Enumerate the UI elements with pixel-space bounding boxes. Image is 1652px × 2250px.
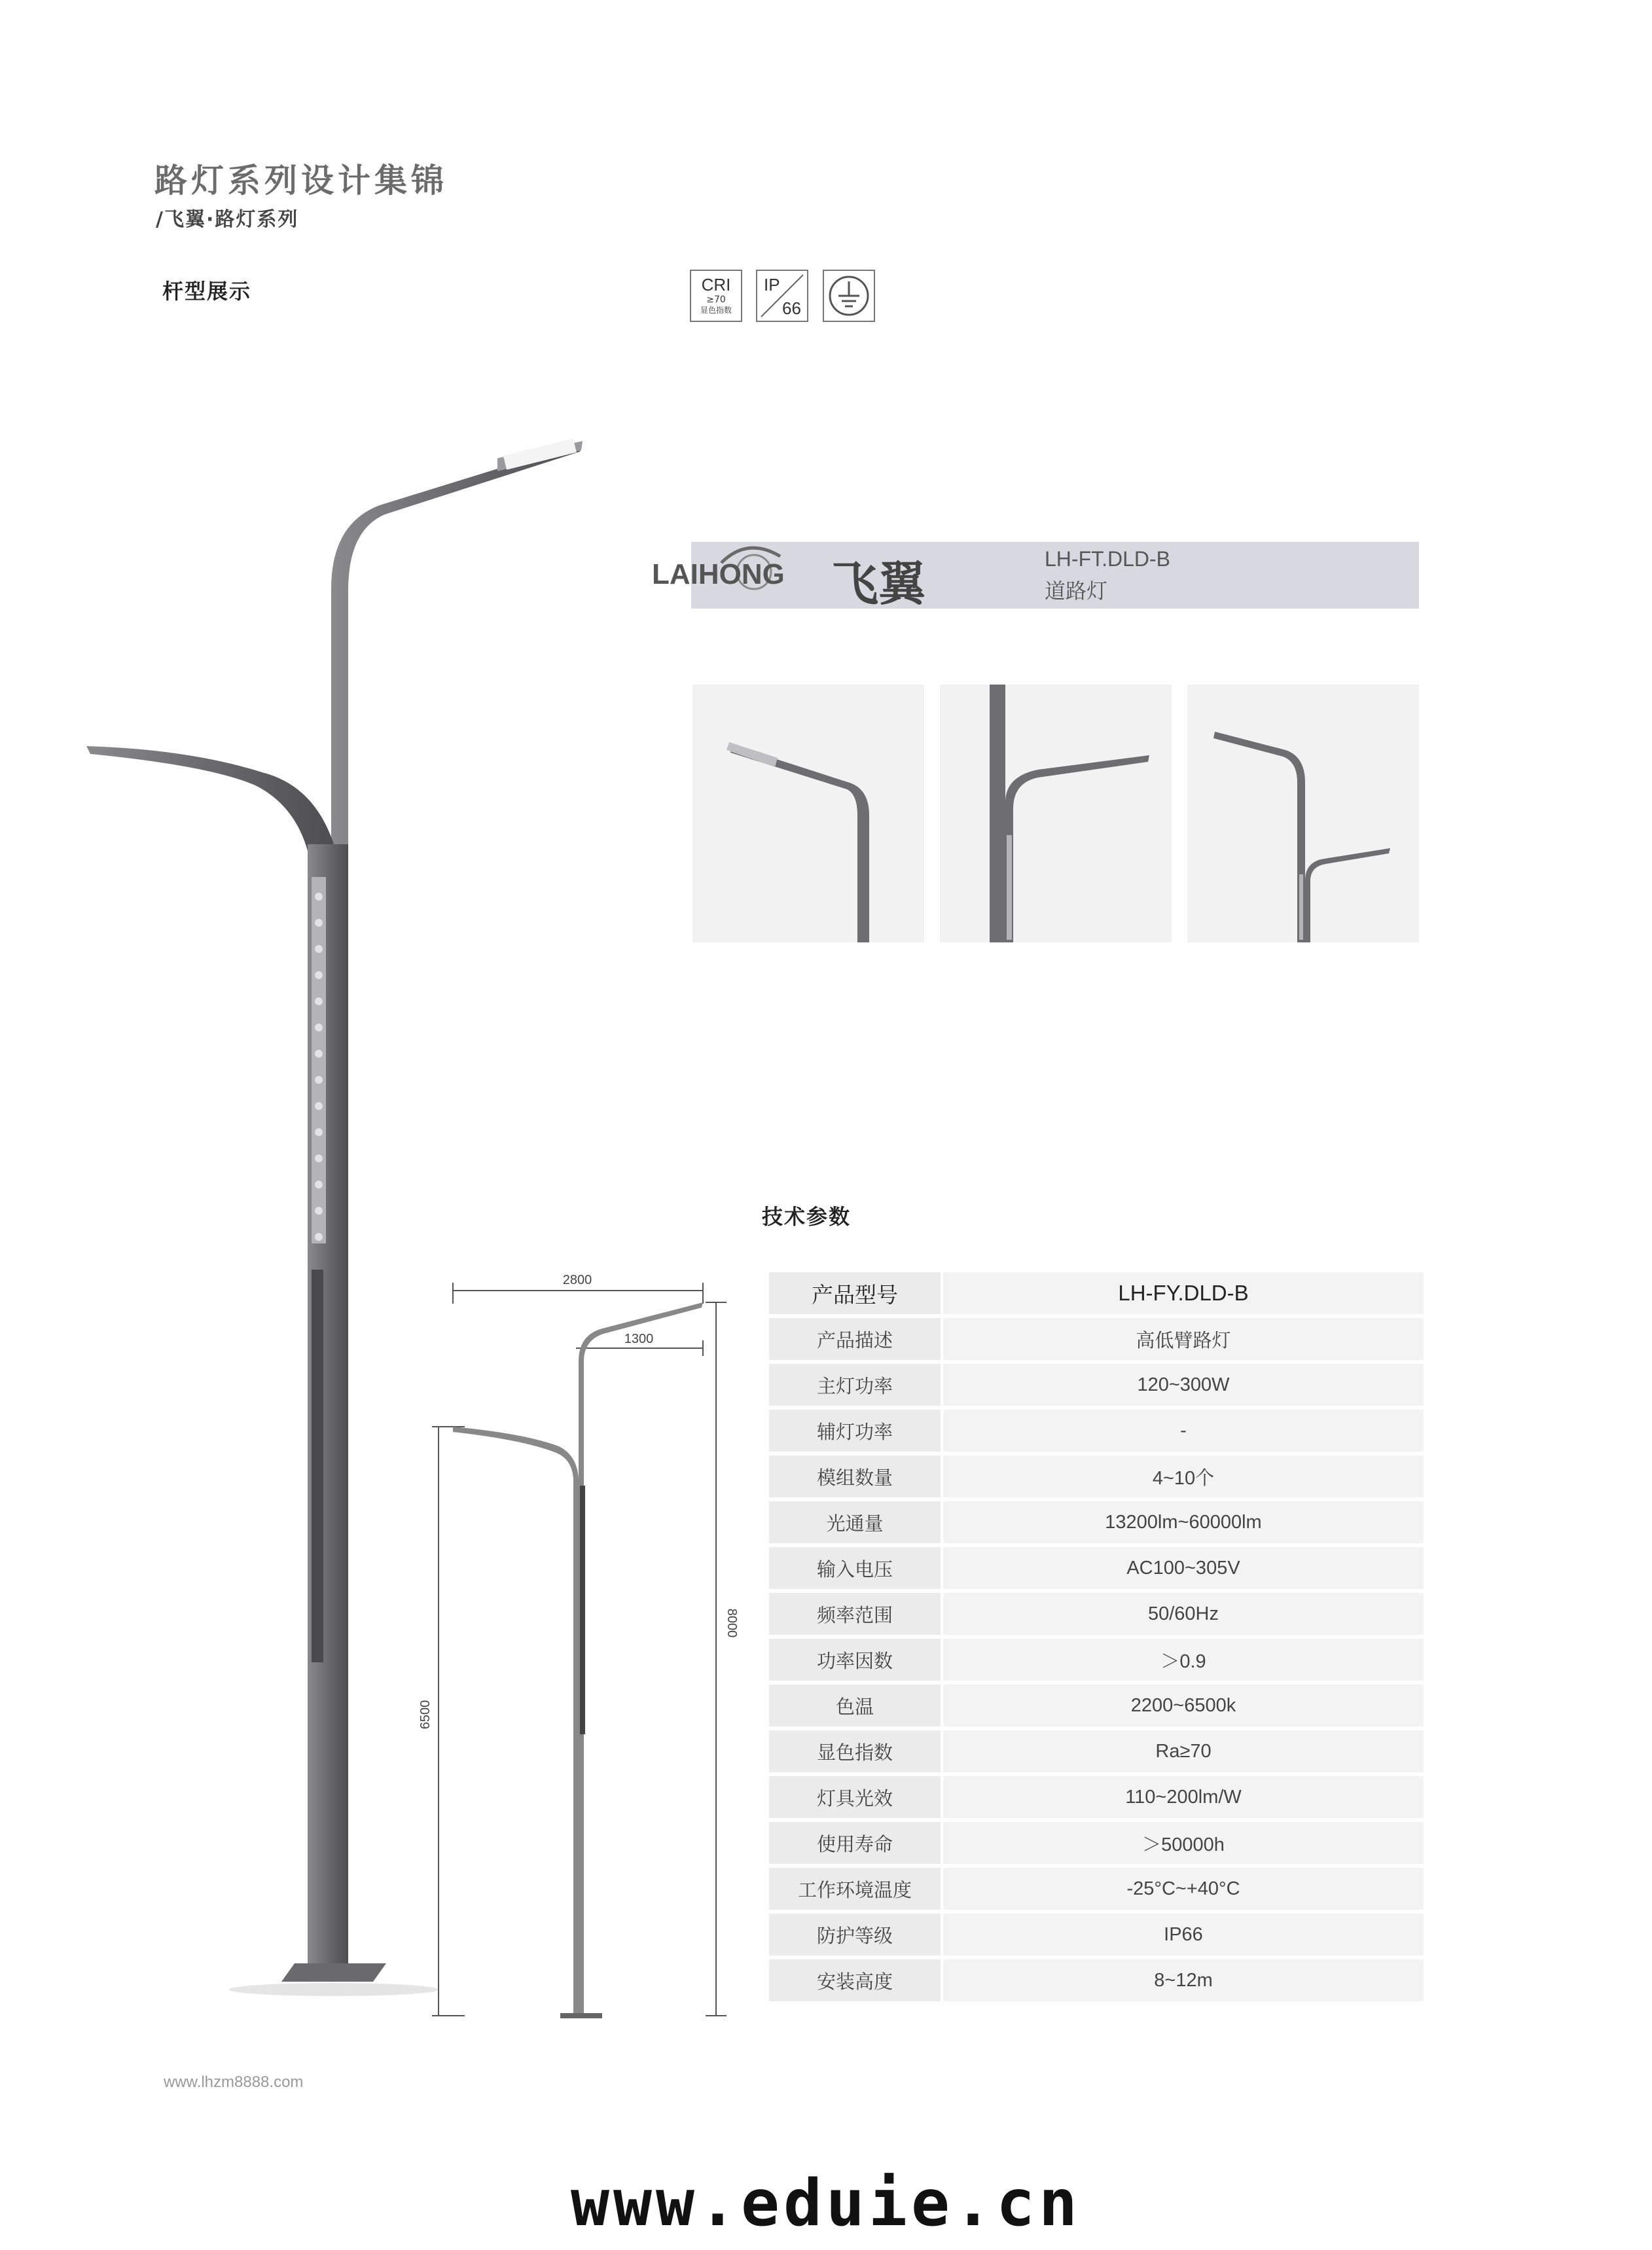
spec-value: 2200~6500k [943, 1685, 1424, 1726]
table-row [769, 1685, 1424, 1726]
spec-key: 使用寿命 [769, 1822, 943, 1864]
product-category: 道路灯 [1045, 579, 1108, 603]
spec-value: ＞0.9 [943, 1639, 1424, 1681]
product-model: LH-FT.DLD-B [1045, 547, 1171, 571]
spec-value: 110~200lm/W [943, 1776, 1424, 1818]
dim-low-height: 6500 [418, 1700, 433, 1730]
spec-value: AC100~305V [943, 1547, 1424, 1589]
spec-key: 产品型号 [769, 1272, 943, 1314]
footer-url[interactable]: www.lhzm8888.com [164, 2073, 304, 2091]
spec-key: 灯具光效 [769, 1776, 943, 1818]
spec-value: 8~12m [943, 1959, 1424, 2001]
table-row [769, 1730, 1424, 1772]
cri-caption: 显色指数 [700, 306, 732, 315]
table-row [769, 1822, 1424, 1864]
spec-key: 功率因数 [769, 1639, 943, 1681]
cri-label: CRI [701, 275, 731, 295]
table-row [769, 1593, 1424, 1635]
spec-value: - [943, 1410, 1424, 1452]
table-row [769, 1547, 1424, 1589]
spec-value: IP66 [943, 1914, 1424, 1955]
spec-key: 模组数量 [769, 1455, 943, 1497]
spec-key: 主灯功率 [769, 1364, 943, 1406]
dim-total-span: 2800 [562, 1273, 592, 1287]
spec-value: LH-FY.DLD-B [943, 1272, 1424, 1314]
table-row [769, 1455, 1424, 1497]
table-row [769, 1501, 1424, 1543]
ground-badge [823, 270, 875, 322]
table-row [769, 1410, 1424, 1452]
cri-value: ≥70 [706, 295, 726, 305]
spec-key: 防护等级 [769, 1914, 943, 1955]
spec-value: 13200lm~60000lm [943, 1501, 1424, 1543]
spec-value: -25°C~+40°C [943, 1868, 1424, 1910]
page-subtitle: /飞翼·路灯系列 [156, 208, 299, 231]
cri-badge [690, 270, 742, 322]
dimension-drawing [412, 1257, 753, 2029]
table-row [769, 1272, 1424, 1314]
brand-logo [649, 530, 800, 609]
spec-value: 高低臂路灯 [943, 1318, 1424, 1360]
thumbnail-low-arm [940, 685, 1172, 942]
table-row [769, 1318, 1424, 1360]
spec-key: 色温 [769, 1685, 943, 1726]
dim-arm: 1300 [624, 1332, 654, 1346]
watermark: www.eduie.cn [570, 2166, 1081, 2241]
spec-value: 50/60Hz [943, 1593, 1424, 1635]
spec-key: 频率范围 [769, 1593, 943, 1635]
tech-params-heading: 技术参数 [762, 1204, 852, 1229]
spec-key: 光通量 [769, 1501, 943, 1543]
ground-icon [824, 271, 874, 321]
table-row [769, 1959, 1424, 2001]
spec-key: 输入电压 [769, 1547, 943, 1589]
ip-value: 66 [782, 298, 801, 318]
thumbnail-full-pole [1187, 685, 1419, 942]
ip-badge [756, 270, 808, 322]
spec-key: 辅灯功率 [769, 1410, 943, 1452]
spec-value: ＞50000h [943, 1822, 1424, 1864]
brand-name: LAIHONG [652, 558, 785, 590]
spec-key: 工作环境温度 [769, 1868, 943, 1910]
product-name: 飞翼 [831, 556, 926, 611]
spec-key: 显色指数 [769, 1730, 943, 1772]
spec-key: 安装高度 [769, 1959, 943, 2001]
thumbnail-lamp-head [692, 685, 924, 942]
table-row [769, 1914, 1424, 1955]
table-row [769, 1776, 1424, 1818]
ip-label: IP [764, 275, 780, 295]
spec-value: Ra≥70 [943, 1730, 1424, 1772]
table-row [769, 1639, 1424, 1681]
table-row [769, 1868, 1424, 1910]
dim-high-height: 8000 [725, 1608, 739, 1638]
pole-display-heading: 杆型展示 [162, 279, 252, 304]
table-row [769, 1364, 1424, 1406]
spec-table [769, 1268, 1424, 2005]
spec-key: 产品描述 [769, 1318, 943, 1360]
spec-value: 4~10个 [943, 1455, 1424, 1497]
page-title: 路灯系列设计集锦 [154, 162, 448, 200]
spec-value: 120~300W [943, 1364, 1424, 1406]
